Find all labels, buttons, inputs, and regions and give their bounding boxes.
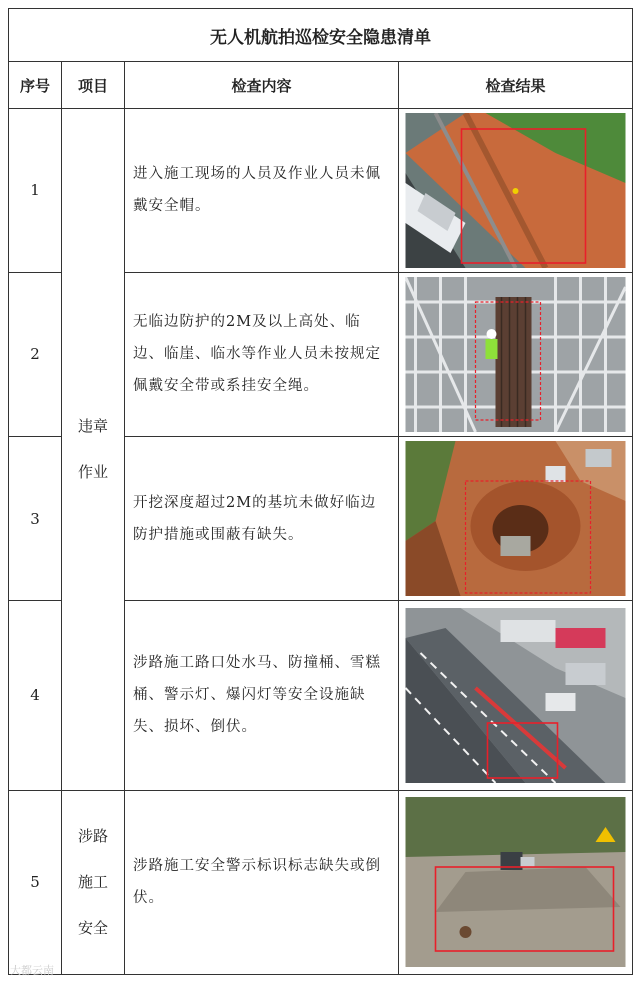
foundation-pit-photo	[405, 441, 626, 596]
scaffold-photo-harness	[405, 277, 626, 432]
row-number: 4	[9, 601, 62, 790]
category-line: 涉路	[77, 827, 108, 846]
road-works-photo	[405, 608, 626, 783]
table-title: 无人机航拍巡检安全隐患清单	[9, 9, 633, 62]
category-violation	[62, 108, 125, 790]
row-number: 3	[9, 437, 62, 601]
result-photo-cell	[399, 790, 633, 974]
result-photo-cell	[399, 108, 633, 272]
category-line: 违章	[77, 417, 108, 436]
checklist-table	[8, 8, 633, 975]
row-number: 5	[9, 790, 62, 974]
result-photo-cell	[399, 437, 633, 601]
road-sign-photo	[405, 797, 626, 967]
header-item: 项目	[62, 62, 125, 108]
check-content: 开挖深度超过2M的基坑未做好临边防护措施或围蔽有缺失。	[125, 437, 399, 601]
check-content: 涉路施工路口处水马、防撞桶、雪糕桶、警示灯、爆闪灯等安全设施缺失、损坏、倒伏。	[125, 601, 399, 790]
table-row	[9, 790, 633, 974]
category-line: 安全	[77, 919, 108, 938]
watermark: 大都云南	[10, 964, 54, 977]
check-content: 进入施工现场的人员及作业人员未佩戴安全帽。	[125, 108, 399, 272]
header-no: 序号	[9, 62, 62, 108]
category-line: 作业	[77, 463, 108, 482]
header-content: 检查内容	[125, 62, 399, 108]
header-result: 检查结果	[399, 62, 633, 108]
category-road	[62, 790, 125, 974]
aerial-photo-helmet	[405, 113, 626, 268]
category-line: 施工	[77, 873, 108, 892]
result-photo-cell	[399, 272, 633, 436]
check-content: 涉路施工安全警示标识标志缺失或倒伏。	[125, 790, 399, 974]
result-photo-cell	[399, 601, 633, 790]
row-number: 2	[9, 272, 62, 436]
row-number: 1	[9, 108, 62, 272]
table-row	[9, 108, 633, 272]
check-content: 无临边防护的2M及以上高处、临边、临崖、临水等作业人员未按规定佩戴安全带或系挂安全绳。	[125, 272, 399, 436]
